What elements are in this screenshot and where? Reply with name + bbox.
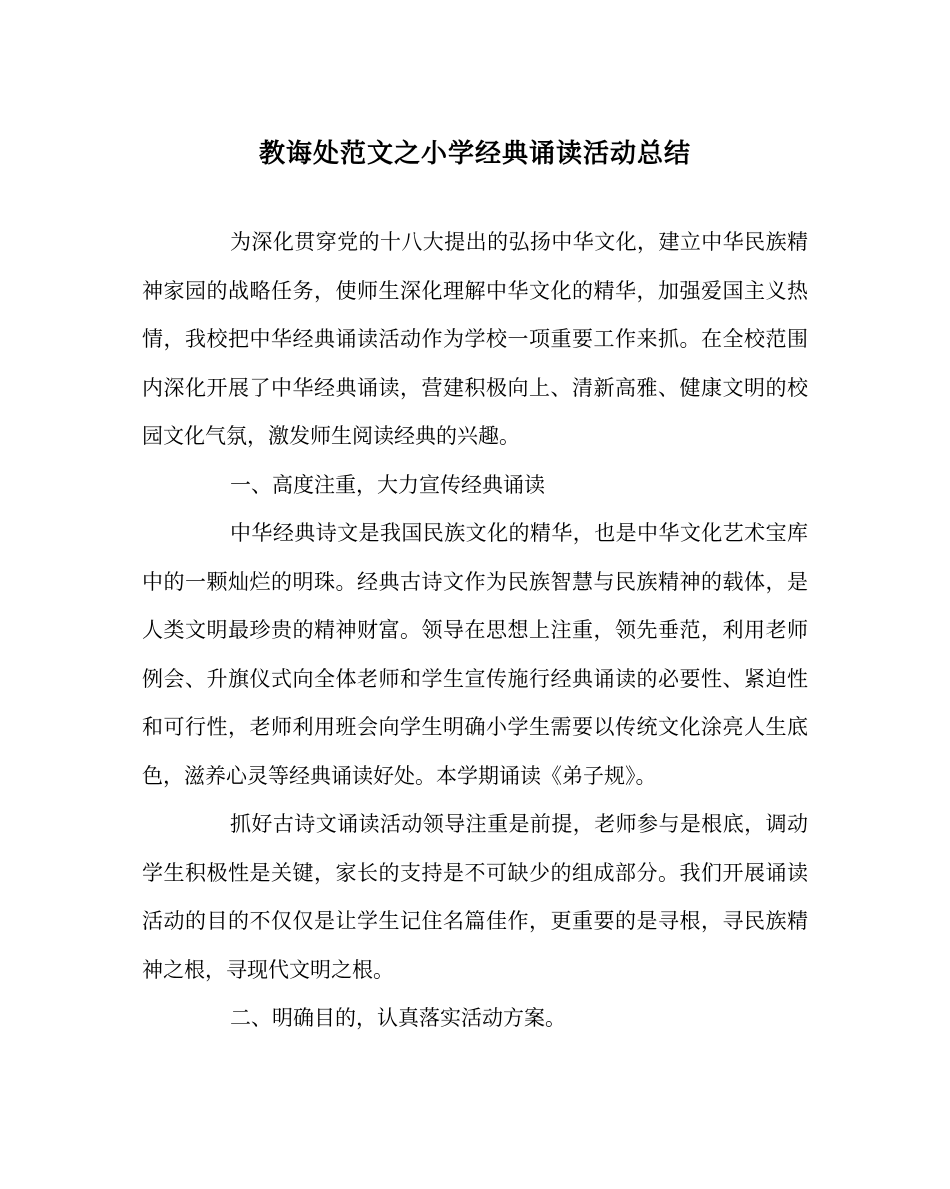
section-heading-1: 一、高度注重，大力宣传经典诵读 — [230, 472, 545, 497]
section-heading-2: 二、明确目的，认真落实活动方案。 — [230, 1006, 566, 1030]
paragraph-classics: 中华经典诗文是我国民族文化的精华，也是中华文化艺术宝库中的一颗灿烂的明珠。经典古诗文作为民族智慧与民族精神的载体，是人类文明最珍贵的精神财富。领导在思想上注重，领先垂范，利用老师例会、升旗仪式向全体老师和学生宣传施行经典诵读的必要性、紧迫性和可行性，老师利用班会向学生明确小学生需要以传统文化涂亮人生底色，滋养心灵等经典诵读好处。本学期诵读《弟子规》。 — [142, 521, 808, 788]
paragraph-intro: 为深化贯穿党的十八大提出的弘扬中华文化，建立中华民族精神家园的战略任务，使师生深化理解中华文化的精华，加强爱国主义热情，我校把中华经典诵读活动作为学校一项重要工作来抓。在全校范围内深化开展了中华经典诵读，营建积极向上、清新高雅、健康文明的校园文化气氛，激发师生阅读经典的兴趣。 — [142, 230, 808, 448]
document-title: 教诲处范文之小学经典诵读活动总结 — [258, 139, 691, 169]
paragraph-activity: 抓好古诗文诵读活动领导注重是前提，老师参与是根底，调动学生积极性是关键，家长的支持是不可缺少的组成部分。我们开展诵读活动的目的不仅仅是让学生记住名篇佳作，更重要的是寻根，寻民族精神之根，寻现代文明之根。 — [142, 812, 808, 982]
document-body — [142, 218, 808, 1043]
